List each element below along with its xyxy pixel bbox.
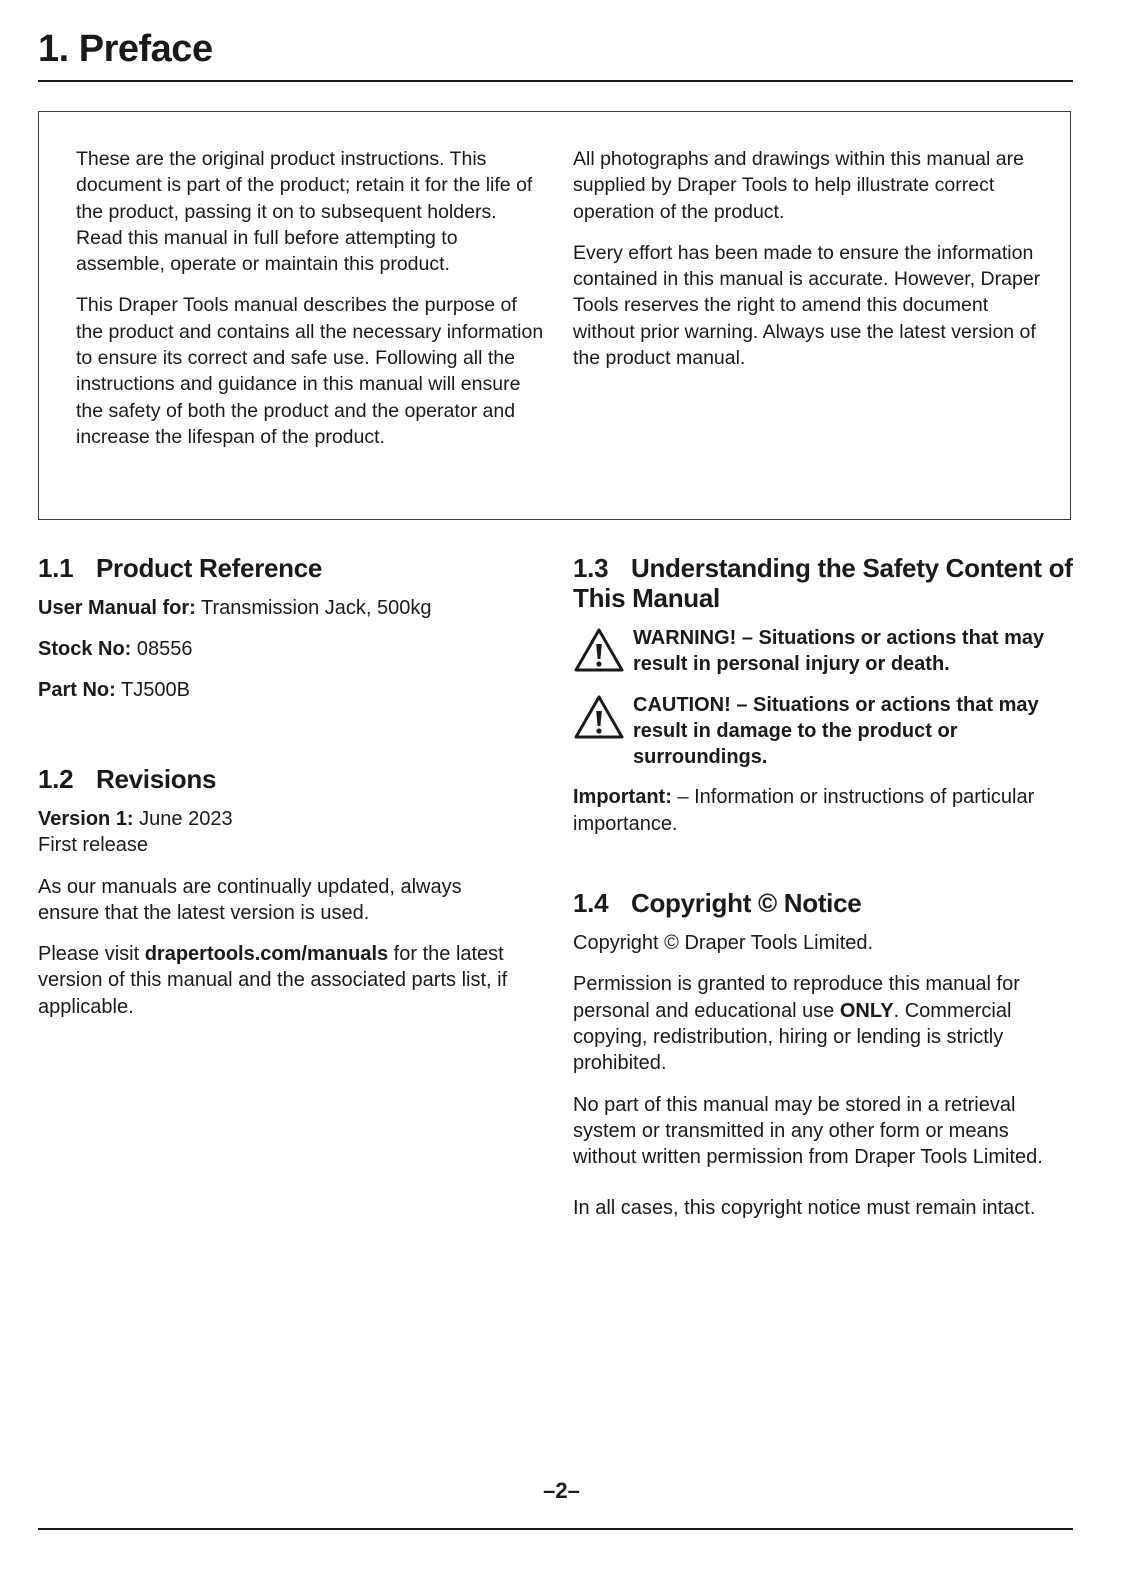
warning-triangle-icon [573, 694, 625, 740]
version-info [38, 806, 528, 859]
intro-left-column [76, 146, 546, 465]
field-label: Stock No: [38, 638, 132, 660]
manuals-link-paragraph [38, 941, 528, 1020]
version-label: Version 1: [38, 808, 134, 830]
part-number-field [38, 677, 528, 703]
manuals-link[interactable]: drapertools.com/manuals [144, 943, 389, 966]
intro-box [38, 111, 1071, 520]
title-divider [38, 80, 1073, 82]
text-run: Please visit [38, 943, 145, 966]
stock-number-field [38, 636, 528, 662]
copyright-line: Copyright © Draper Tools Limited. [573, 932, 874, 955]
text-run: . Commercial copying, redistribution, hiring or lending is strictly prohibited. [573, 999, 1012, 1075]
warning-text: WARNING! – Situations or actions that may result in personal injury or death. [633, 627, 1045, 676]
intro-paragraph: All photographs and drawings within this manual are supplied by Draper Tools to help illustrate correct operation of the product. [573, 148, 1024, 223]
section-number: 1.1 [38, 553, 74, 583]
intro-paragraph: This Draper Tools manual describes the purpose of the product and contains all the necessary information to ensure its correct and safe use. Following all the instructions and guidance in this manual will ensure the safety of both the product and the operator and increase the lifespan of the product. [76, 294, 544, 448]
caution-text: CAUTION! – Situations or actions that may result in damage to the product or surroundings. [633, 693, 1039, 769]
section-title: Understanding the Safety Content of This Manual [573, 553, 1073, 613]
version-value: June 2023 [139, 808, 233, 830]
page-number: –2– [543, 1478, 580, 1503]
permission-paragraph [573, 971, 1075, 1076]
field-value: Transmission Jack, 500kg [201, 597, 432, 619]
intro-right-column [573, 146, 1043, 386]
field-label: User Manual for: [38, 597, 196, 619]
important-text: – Information or instructions of particular importance. [573, 786, 1035, 835]
section-number: 1.4 [573, 888, 609, 919]
text-run: Permission is granted to reproduce this manual for personal and educational use [573, 973, 1020, 1022]
intro-paragraph: These are the original product instructions. This document is part of the product; retain it for the life of the product, passing it on to subsequent holders. Read this manual in full before attempting to assemble, operate or maintain this product. [76, 148, 533, 276]
section-title: Revisions [96, 764, 217, 794]
section-heading-product-reference [38, 553, 528, 583]
emphasis: ONLY [839, 999, 894, 1022]
section-heading-copyright [573, 888, 1075, 918]
section-title: Copyright © Notice [631, 888, 862, 919]
retrieval-paragraph: No part of this manual may be stored in a retrieval system or transmitted in any other form or means without written permission from Draper Tools Limited. [573, 1093, 1043, 1169]
section-heading-revisions [38, 764, 528, 794]
caution-notice [573, 692, 1075, 771]
user-manual-field [38, 595, 528, 621]
important-label: Important: [573, 786, 672, 809]
page-title: 1. Preface [38, 28, 213, 70]
revisions-paragraph: As our manuals are continually updated, always ensure that the latest version is used. [38, 875, 462, 924]
field-label: Part No: [38, 679, 116, 701]
field-value: TJ500B [121, 679, 190, 701]
section-number: 1.2 [38, 764, 74, 794]
right-column [573, 553, 1075, 1237]
intact-paragraph: In all cases, this copyright notice must remain intact. [573, 1197, 1036, 1220]
intro-paragraph: Every effort has been made to ensure the information contained in this manual is accurate. However, Draper Tools reserves the right to amend this document without prior warning. Always use the latest version of the product manual. [573, 241, 1041, 370]
warning-notice [573, 625, 1075, 678]
important-notice [573, 784, 1075, 837]
text-run: for the latest version of this manual and the associated parts list, if applicable. [38, 943, 508, 1018]
section-number: 1.3 [573, 553, 609, 583]
field-value: 08556 [136, 638, 193, 660]
footer-divider [38, 1528, 1073, 1530]
section-title: Product Reference [96, 553, 323, 583]
warning-triangle-icon [573, 627, 625, 673]
left-column [38, 553, 528, 1035]
version-note: First release [38, 834, 149, 857]
section-heading-safety [573, 553, 1075, 613]
